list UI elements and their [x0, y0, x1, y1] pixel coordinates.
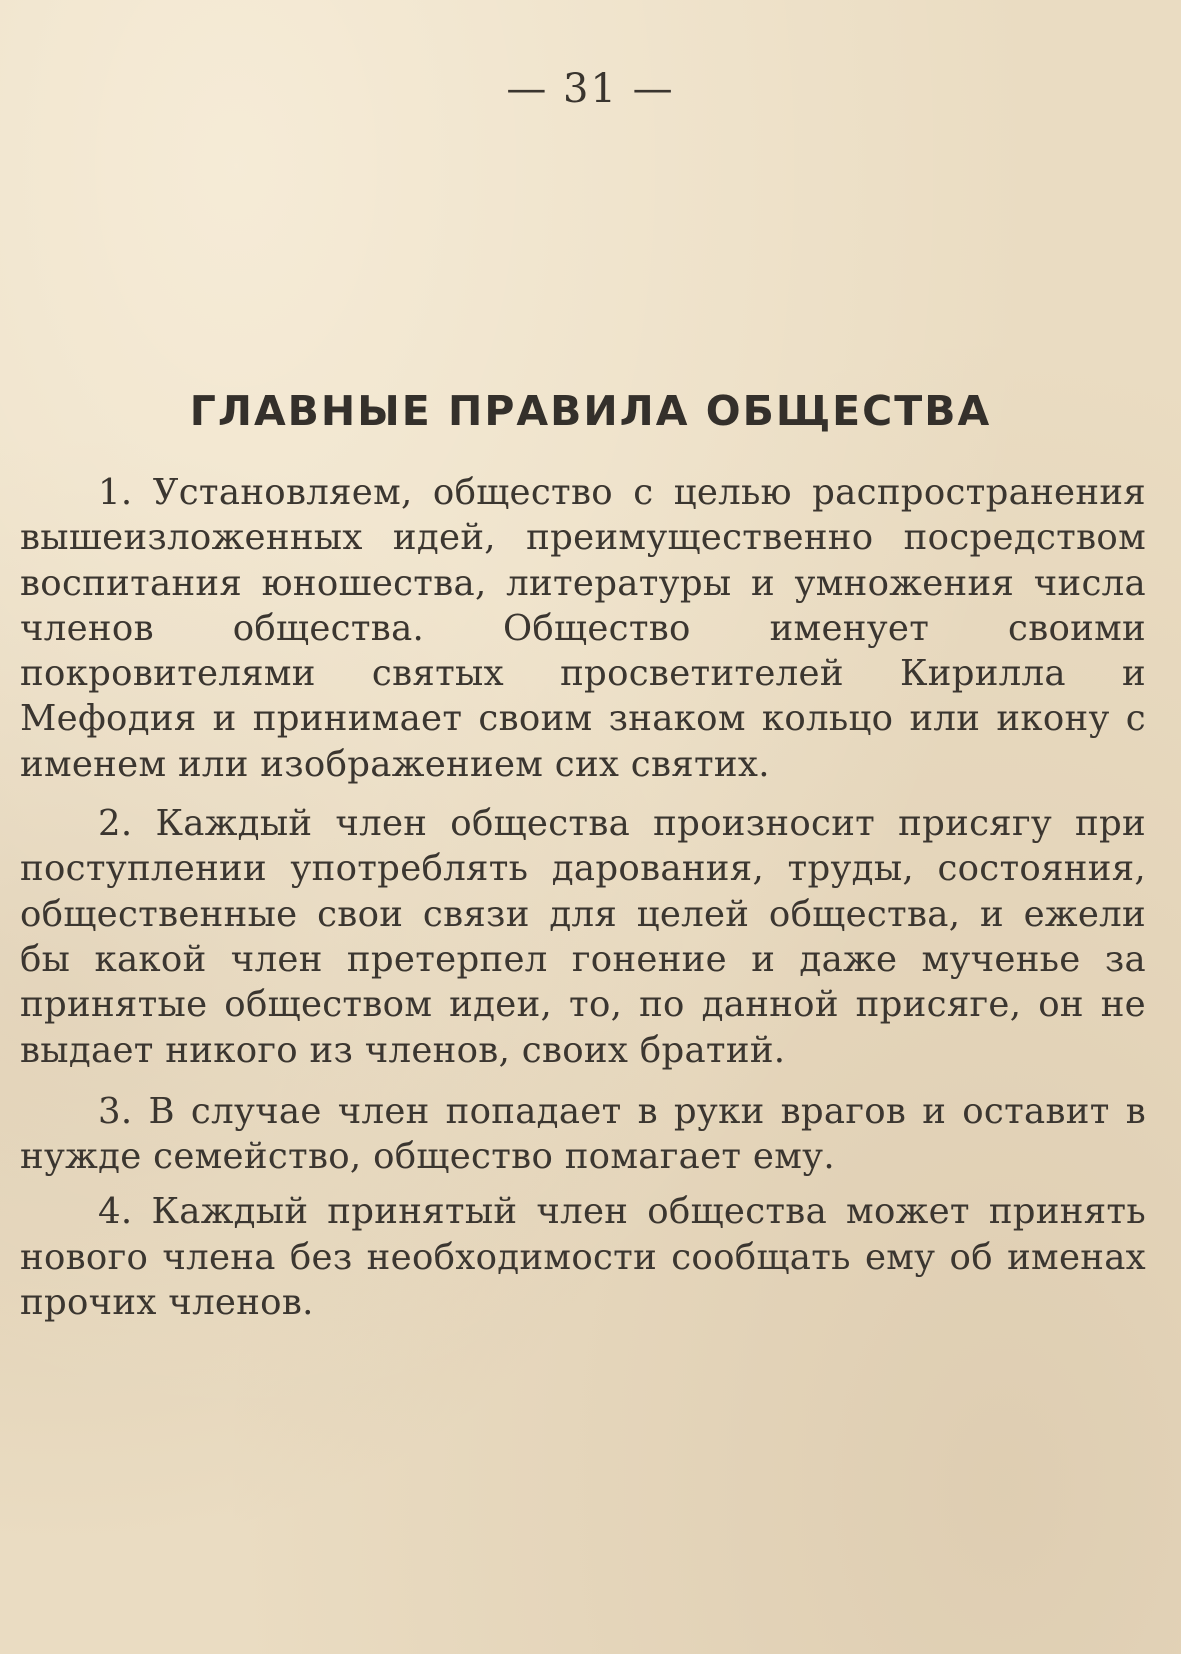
page-number: — 31 —: [506, 66, 675, 112]
rule-paragraph-4: 4. Каждый принятый член общества может принять нового члена без необходимости сообщать ему об именах прочих членов.: [20, 1191, 1146, 1324]
section-title: ГЛАВНЫЕ ПРАВИЛА ОБЩЕСТВА: [189, 387, 992, 435]
rule-paragraph-2: 2. Каждый член общества произносит присягу при поступлении употреблять дарования, труды, состояния, общественные свои связи для целей общества, и ежели бы какой член претерпел гонение и даже мученье за принятые обществом идеи, то, по данной присяге, он не выдает никого из членов, своих братий.: [20, 803, 1146, 1071]
rule-paragraph-1: 1. Установляем, общество с целью распространения вышеизложенных идей, преимущественно посредством воспитания юношества, литературы и умножения числа членов общества. Общество именует своими покровителями святых просветителей Кирилла и Мефодия и принимает своим знаком кольцо или икону с именем или изображением сих святих.: [20, 472, 1146, 785]
rule-paragraph-3: 3. В случае член попадает в руки врагов и оставит в нужде семейство, общество помагает ему.: [20, 1090, 1146, 1178]
rules-body: [20, 470, 1146, 1325]
